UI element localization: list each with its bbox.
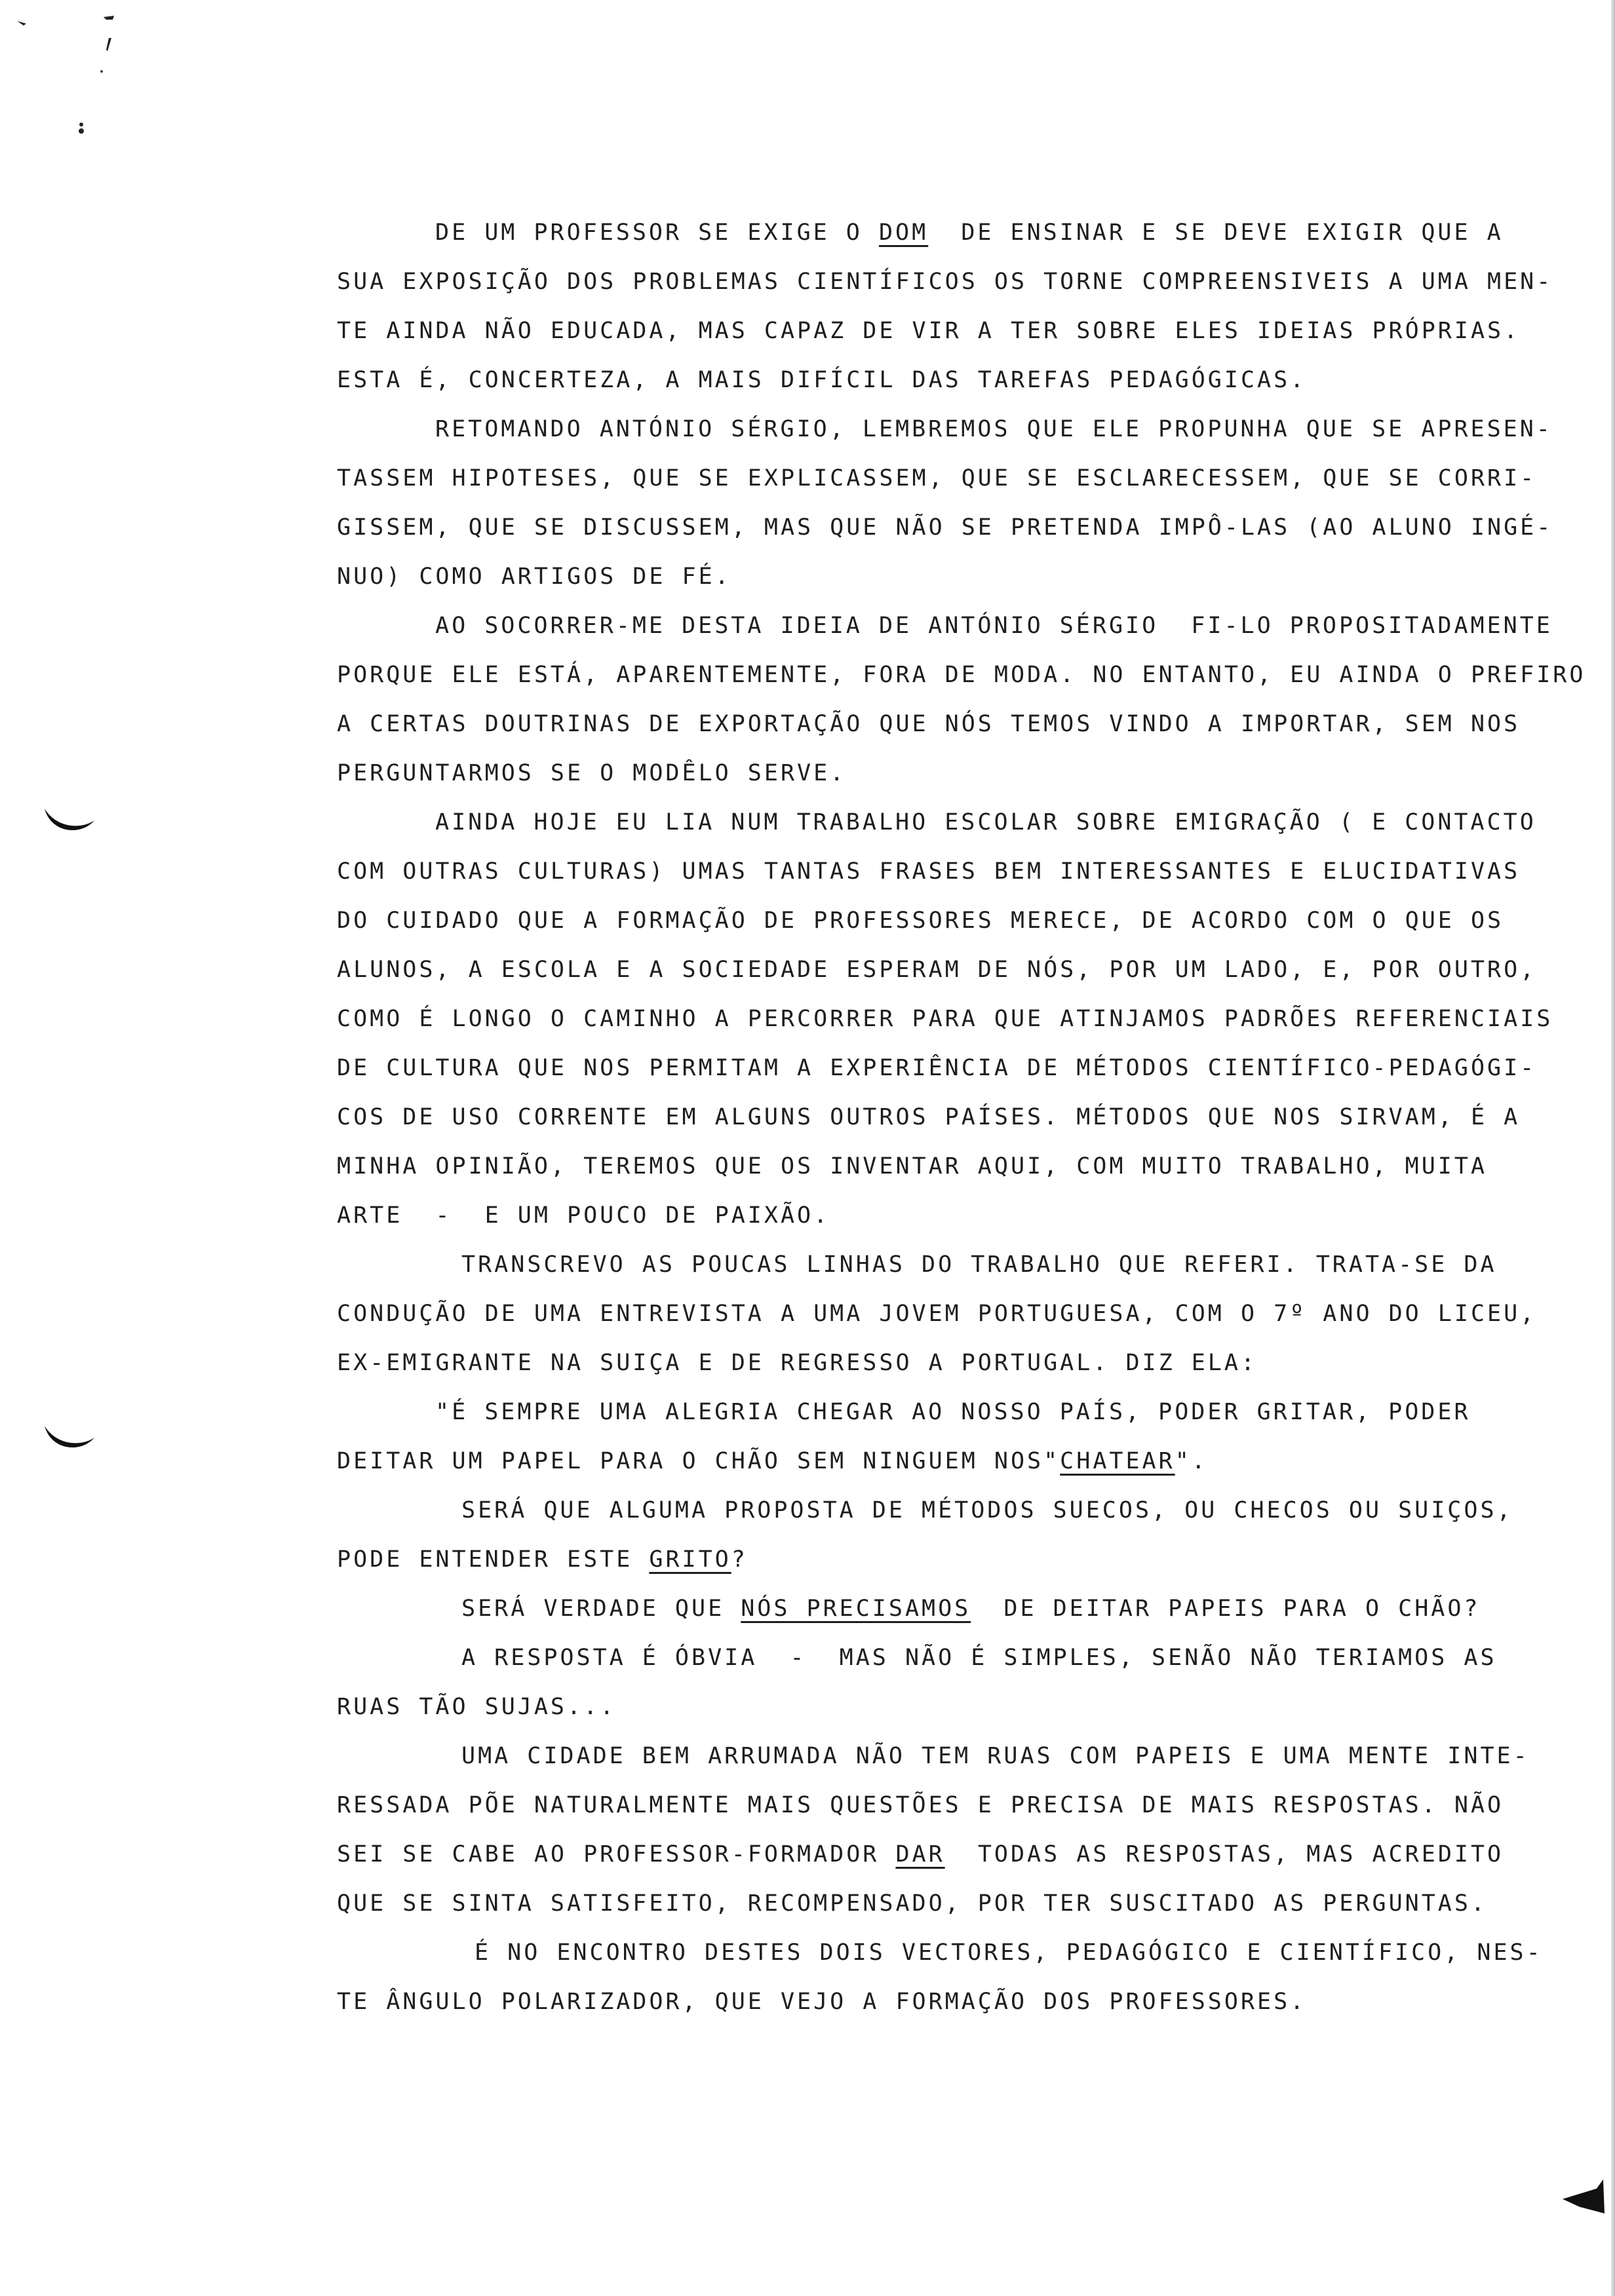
text-line (337, 454, 1576, 503)
corner-fold-mark (1560, 2175, 1606, 2215)
text-segment: COMO É LONGO O CAMINHO A PERCORRER PARA QUE ATINJAMOS PADRÕES REFERENCIAIS (337, 1006, 1553, 1032)
text-segment: PORQUE ELE ESTÁ, APARENTEMENTE, FORA DE MODA. NO ENTANTO, EU AINDA O PREFIRO (337, 662, 1586, 688)
text-line (337, 847, 1576, 896)
text-segment: A RESPOSTA É ÓBVIA - MAS NÃO É SIMPLES, SENÃO NÃO TERIAMOS AS (461, 1645, 1497, 1671)
text-segment: COM OUTRAS CULTURAS) UMAS TANTAS FRASES BEM INTERESSANTES E ELUCIDATIVAS (337, 858, 1521, 885)
document-body (337, 208, 1586, 2027)
punch-hole-shadow-mark (42, 805, 97, 837)
text-segment: DE DEITAR PAPEIS PARA O CHÃO? (971, 1596, 1481, 1622)
text-segment: TODAS AS RESPOSTAS, MAS ACREDITO (944, 1841, 1504, 1867)
text-segment: SEI SE CABE AO PROFESSOR-FORMADOR (337, 1841, 896, 1867)
text-segment: RETOMANDO ANTÓNIO SÉRGIO, LEMBREMOS QUE ELE PROPUNHA QUE SE APRESEN- (435, 416, 1553, 442)
text-line (337, 995, 1576, 1044)
text-line (337, 896, 1576, 946)
text-line (337, 1142, 1576, 1191)
text-segment: É NO ENCONTRO DESTES DOIS VECTORES, PEDAGÓGICO E CIENTÍFICO, NES- (475, 1940, 1543, 1966)
text-segment: QUE SE SINTA SATISFEITO, RECOMPENSADO, POR TER SUSCITADO AS PERGUNTAS. (337, 1890, 1488, 1917)
text-line (337, 1781, 1576, 1830)
text-line (337, 258, 1576, 307)
underlined-word: NÓS PRECISAMOS (741, 1596, 971, 1622)
text-line (337, 798, 1576, 847)
text-segment: PERGUNTARMOS SE O MODÊLO SERVE. (337, 760, 847, 786)
text-segment: ARTE - E UM POUCO DE PAIXÃO. (337, 1202, 830, 1229)
text-line (337, 1535, 1576, 1584)
text-line (337, 1339, 1576, 1388)
scan-speck-mark (100, 13, 119, 52)
text-line (337, 307, 1576, 356)
text-line (337, 1437, 1576, 1486)
text-segment: EX-EMIGRANTE NA SUIÇA E DE REGRESSO A PORTUGAL. DIZ ELA: (337, 1350, 1258, 1376)
text-segment: DO CUIDADO QUE A FORMAÇÃO DE PROFESSORES MERECE, DE ACORDO COM O QUE OS (337, 908, 1504, 934)
underlined-word: DOM (878, 220, 929, 246)
text-segment: ALUNOS, A ESCOLA E A SOCIEDADE ESPERAM DE NÓS, POR UM LADO, E, POR OUTRO, (337, 957, 1537, 983)
text-segment: UMA CIDADE BEM ARRUMADA NÃO TEM RUAS COM PAPEIS E UMA MENTE INTE- (461, 1743, 1530, 1769)
text-line (337, 946, 1576, 995)
text-line (337, 1290, 1576, 1339)
text-segment: MINHA OPINIÃO, TEREMOS QUE OS INVENTAR AQUI, COM MUITO TRABALHO, MUITA (337, 1153, 1488, 1179)
underlined-word: DAR (895, 1841, 945, 1867)
text-line (337, 1240, 1576, 1290)
underlined-word: CHATEAR (1060, 1448, 1175, 1474)
text-segment: A CERTAS DOUTRINAS DE EXPORTAÇÃO QUE NÓS TEMOS VINDO A IMPORTAR, SEM NOS (337, 711, 1521, 737)
text-line (337, 1879, 1576, 1928)
text-segment: COS DE USO CORRENTE EM ALGUNS OUTROS PAÍSES. MÉTODOS QUE NOS SIRVAM, É A (337, 1104, 1521, 1130)
scan-speck-mark (98, 68, 105, 75)
text-line (337, 1486, 1576, 1535)
text-segment: DE CULTURA QUE NOS PERMITAM A EXPERIÊNCIA DE MÉTODOS CIENTÍFICO-PEDAGÓGI- (337, 1055, 1537, 1081)
text-line (337, 1044, 1576, 1093)
scan-speck-mark (75, 121, 88, 136)
text-segment: CONDUÇÃO DE UMA ENTREVISTA A UMA JOVEM PORTUGUESA, COM O 7º ANO DO LICEU, (337, 1301, 1537, 1327)
scan-speck-mark (16, 18, 31, 28)
text-segment: TE AINDA NÃO EDUCADA, MAS CAPAZ DE VIR A TER SOBRE ELES IDEIAS PRÓPRIAS. (337, 318, 1521, 344)
text-segment: GISSEM, QUE SE DISCUSSEM, MAS QUE NÃO SE PRETENDA IMPÔ-LAS (AO ALUNO INGÉ- (337, 514, 1553, 541)
text-segment: SERÁ VERDADE QUE (461, 1596, 741, 1622)
text-line (337, 1584, 1576, 1634)
text-line (337, 503, 1576, 552)
text-line (337, 1093, 1576, 1142)
text-segment: DE ENSINAR E SE DEVE EXIGIR QUE A (928, 220, 1504, 246)
text-segment: RESSADA PÕE NATURALMENTE MAIS QUESTÕES E PRECISA DE MAIS RESPOSTAS. NÃO (337, 1792, 1504, 1818)
text-line (337, 356, 1576, 405)
text-segment: "É SEMPRE UMA ALEGRIA CHEGAR AO NOSSO PAÍS, PODER GRITAR, PODER (435, 1399, 1471, 1425)
underlined-word: GRITO (649, 1546, 731, 1573)
text-line (337, 1191, 1576, 1240)
text-line (337, 208, 1576, 258)
text-segment: SERÁ QUE ALGUMA PROPOSTA DE MÉTODOS SUECOS, OU CHECOS OU SUIÇOS, (461, 1497, 1513, 1523)
text-segment: TRANSCREVO AS POUCAS LINHAS DO TRABALHO QUE REFERI. TRATA-SE DA (461, 1252, 1497, 1278)
text-segment: TE ÂNGULO POLARIZADOR, QUE VEJO A FORMAÇÃO DOS PROFESSORES. (337, 1989, 1307, 2015)
text-segment: SUA EXPOSIÇÃO DOS PROBLEMAS CIENTÍFICOS OS TORNE COMPREENSIVEIS A UMA MEN- (337, 269, 1553, 295)
text-line (337, 1634, 1576, 1683)
text-segment: AO SOCORRER-ME DESTA IDEIA DE ANTÓNIO SÉRGIO FI-LO PROPOSITADAMENTE (435, 613, 1553, 639)
text-segment: ESTA É, CONCERTEZA, A MAIS DIFÍCIL DAS TAREFAS PEDAGÓGICAS. (337, 367, 1307, 393)
text-line (337, 1683, 1576, 1732)
text-segment: PODE ENTENDER ESTE (337, 1546, 650, 1573)
text-segment: DEITAR UM PAPEL PARA O CHÃO SEM NINGUEM NOS" (337, 1448, 1060, 1474)
text-segment: DE UM PROFESSOR SE EXIGE O (435, 220, 879, 246)
text-segment: ". (1175, 1448, 1208, 1474)
text-line (337, 1732, 1576, 1781)
punch-hole-shadow-mark (42, 1422, 97, 1455)
text-line (337, 1928, 1576, 1978)
page-edge-shadow (1611, 0, 1615, 2296)
text-line (337, 602, 1576, 651)
text-line (337, 651, 1586, 700)
text-line (337, 405, 1576, 454)
text-segment: NUO) COMO ARTIGOS DE FÉ. (337, 564, 731, 590)
text-line (337, 700, 1576, 749)
text-line (337, 1388, 1576, 1437)
text-line (337, 552, 1576, 602)
text-segment: RUAS TÃO SUJAS... (337, 1694, 617, 1720)
text-segment: TASSEM HIPOTESES, QUE SE EXPLICASSEM, QUE SE ESCLARECESSEM, QUE SE CORRI- (337, 465, 1537, 491)
text-line (337, 749, 1576, 798)
text-segment: AINDA HOJE EU LIA NUM TRABALHO ESCOLAR SOBRE EMIGRAÇÃO ( E CONTACTO (435, 809, 1536, 835)
text-line (337, 1978, 1576, 2027)
text-segment: ? (731, 1546, 748, 1573)
text-line (337, 1830, 1576, 1879)
